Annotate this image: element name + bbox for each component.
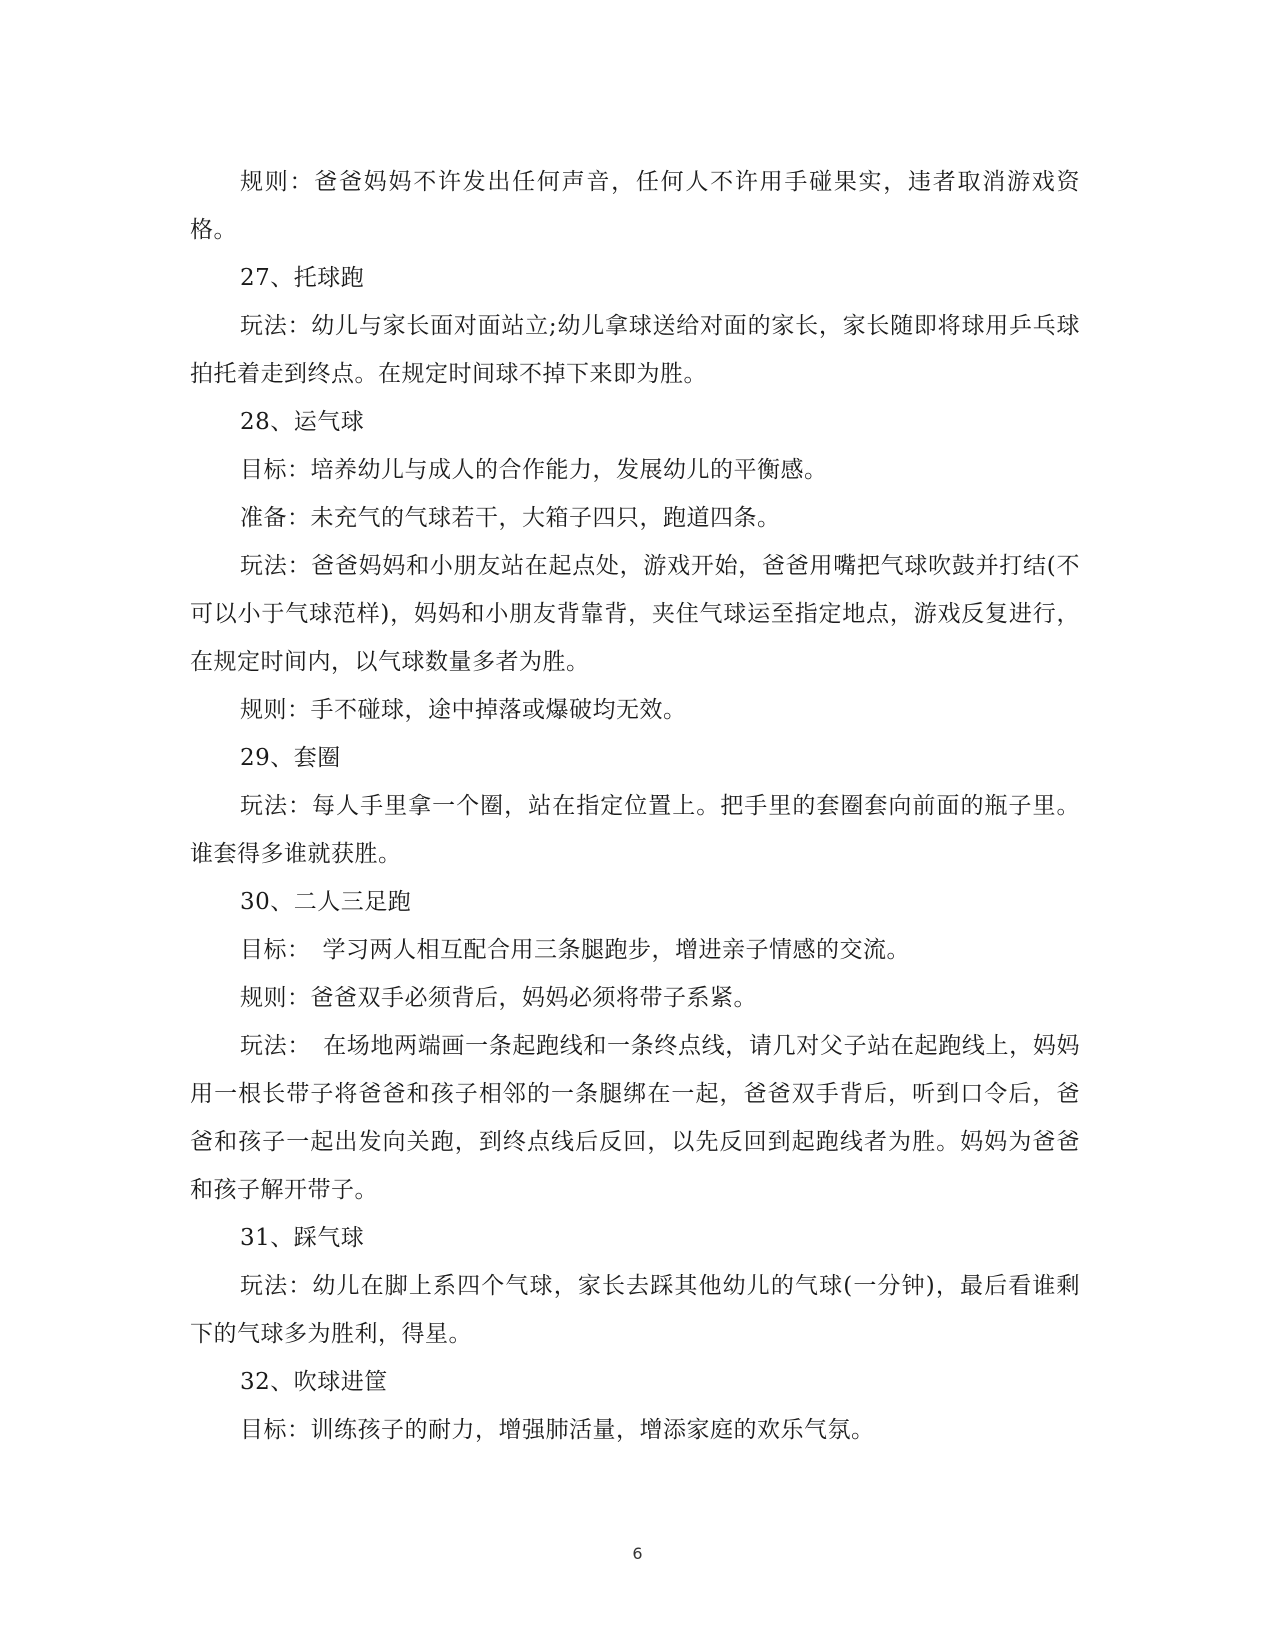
section-heading-29: 29、套圈 (240, 745, 341, 771)
preparation-paragraph: 准备：未充气的气球若干，大箱子四只，跑道四条。 (240, 505, 781, 531)
section-heading-32: 32、吹球进筐 (240, 1369, 388, 1395)
play-paragraph: 玩法：幼儿与家长面对面站立;幼儿拿球送给对面的家长，家长随即将球用乒乓球拍托着走到终点。在规定时间球不掉下来即为胜。 (190, 313, 1080, 387)
rule-paragraph: 规则：爸爸双手必须背后，妈妈必须将带子系紧。 (240, 985, 757, 1011)
goal-paragraph: 目标： 学习两人相互配合用三条腿跑步，增进亲子情感的交流。 (240, 937, 910, 963)
goal-paragraph: 目标：培养幼儿与成人的合作能力，发展幼儿的平衡感。 (240, 457, 828, 483)
play-paragraph: 玩法：幼儿在脚上系四个气球，家长去踩其他幼儿的气球(一分钟)，最后看谁剩下的气球多为胜利，得星。 (190, 1273, 1080, 1347)
document-body (190, 158, 1080, 1454)
section-heading-28: 28、运气球 (240, 409, 365, 435)
rule-paragraph: 规则：爸爸妈妈不许发出任何声音，任何人不许用手碰果实，违者取消游戏资格。 (190, 169, 1080, 243)
page-number: 6 (632, 1544, 643, 1563)
goal-paragraph: 目标：训练孩子的耐力，增强肺活量，增添家庭的欢乐气氛。 (240, 1417, 875, 1443)
section-heading-30: 30、二人三足跑 (240, 889, 412, 915)
section-heading-31: 31、踩气球 (240, 1225, 365, 1251)
play-paragraph: 玩法： 在场地两端画一条起跑线和一条终点线，请几对父子站在起跑线上，妈妈用一根长带子将爸爸和孩子相邻的一条腿绑在一起，爸爸双手背后，听到口令后，爸爸和孩子一起出发向关跑，到终点线后反回，以先反回到起跑线者为胜。妈妈为爸爸和孩子解开带子。 (190, 1033, 1080, 1203)
rule-paragraph: 规则：手不碰球，途中掉落或爆破均无效。 (240, 697, 687, 723)
play-paragraph: 玩法：每人手里拿一个圈，站在指定位置上。把手里的套圈套向前面的瓶子里。谁套得多谁就获胜。 (190, 793, 1080, 867)
play-paragraph: 玩法：爸爸妈妈和小朋友站在起点处，游戏开始，爸爸用嘴把气球吹鼓并打结(不可以小于气球范样)，妈妈和小朋友背靠背，夹住气球运至指定地点，游戏反复进行，在规定时间内，以气球数量多者为胜。 (190, 553, 1080, 675)
section-heading-27: 27、托球跑 (240, 265, 365, 291)
